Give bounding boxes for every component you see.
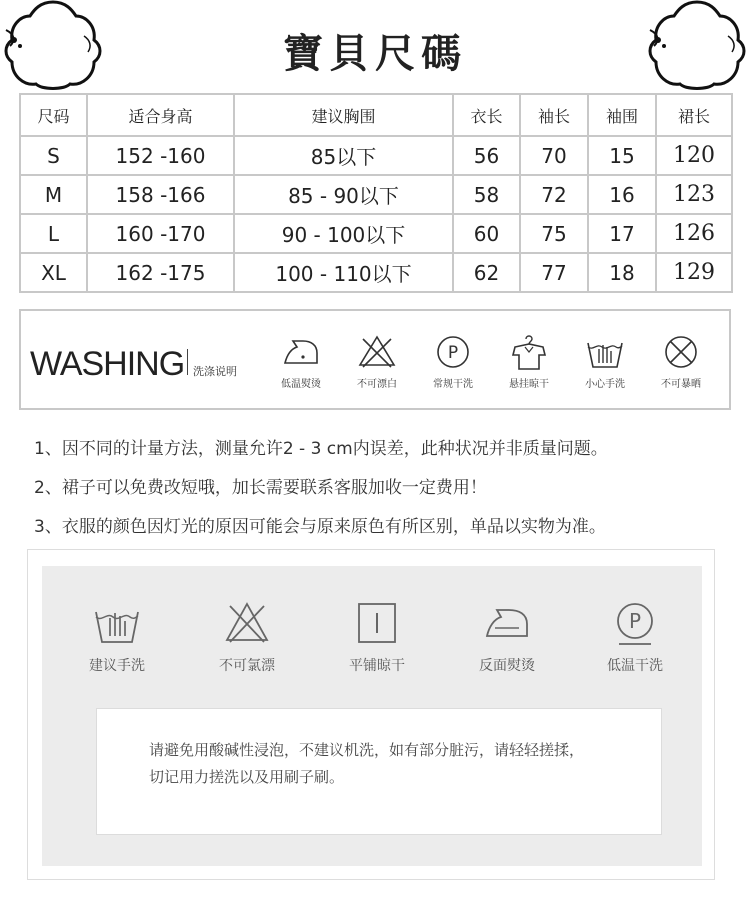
washing-title: WASHING [30,345,185,383]
wash-item-dry-clean [415,333,491,390]
table-cell: 129 [656,253,732,292]
divider [187,349,188,375]
care-item-label: 平铺晾干 [349,658,405,674]
washing-subtitle: 洗涤说明 [193,365,237,378]
svg-text:P: P [628,609,642,633]
table-cell: 56 [453,136,520,175]
header [0,0,750,92]
wash-item-label: 常规干洗 [433,379,473,390]
table-cell: 58 [453,175,520,214]
column-header-sleeve-width: 袖围 [588,94,656,136]
column-header-sleeve-length: 袖长 [520,94,588,136]
page-title: 寶貝尺碼 [283,30,467,77]
wash-item-no-bleach [339,333,415,390]
iron-low-temp-icon [281,333,321,371]
table-cell: 18 [588,253,656,292]
care-note-line: 请避免用酸碱性浸泡，不建议机洗，如有部分脏污，请轻轻搓揉， [149,741,585,759]
wash-item-hang-dry [491,333,567,390]
care-item-dry-flat [322,600,432,675]
table-cell: 70 [520,136,588,175]
care-item-low-temp-dry-clean [580,600,690,675]
size-table [19,93,733,293]
table-cell: 100 - 110以下 [234,253,453,292]
table-row [20,175,732,214]
table-cell: 75 [520,214,588,253]
notes-list [34,430,734,547]
no-bleach-icon [357,333,397,371]
care-item-label: 建议手洗 [89,658,145,674]
table-cell: S [20,136,87,175]
wash-item-hand-wash [567,333,643,390]
dry-flat-icon [353,600,401,646]
no-chlorine-bleach-icon [223,600,271,646]
column-header-skirt-length: 裙长 [656,94,732,136]
table-row [20,253,732,292]
table-cell: 60 [453,214,520,253]
wash-item-low-iron [263,333,339,390]
note-item: 3、衣服的颜色因灯光的原因可能会与原来原色有所区别，单品以实物为准。 [34,517,606,537]
wash-item-label: 不可暴晒 [661,379,701,390]
table-cell: 17 [588,214,656,253]
care-item-label: 不可氯漂 [219,658,275,674]
care-panel-inner [42,566,702,866]
table-cell: 85以下 [234,136,453,175]
washing-instructions [19,309,731,410]
hang-dry-icon [509,333,549,371]
care-item-label: 反面熨烫 [479,658,535,674]
iron-reverse-icon [483,600,531,646]
table-cell: L [20,214,87,253]
care-note-line: 切记用力搓洗以及用刷子刷。 [149,768,345,786]
svg-text:P: P [447,343,459,363]
care-note-box [96,708,662,835]
dry-clean-p-icon [433,333,473,371]
table-cell: 152 -160 [87,136,234,175]
table-row [20,214,732,253]
no-tumble-dry-icon [661,333,701,371]
column-header-bust: 建议胸围 [234,94,453,136]
wash-item-no-sun [643,333,719,390]
note-item: 2、裙子可以免费改短哦，加长需要联系客服加收一定费用！ [34,478,487,498]
table-cell: 77 [520,253,588,292]
wash-item-label: 小心手洗 [585,379,625,390]
table-cell: 90 - 100以下 [234,214,453,253]
table-cell: 15 [588,136,656,175]
hand-wash-icon [585,333,625,371]
table-cell: 16 [588,175,656,214]
table-cell: 120 [656,136,732,175]
note-item: 1、因不同的计量方法，测量允许2 - 3 cm内误差，此种状况并非质量问题。 [34,439,608,459]
table-cell: M [20,175,87,214]
table-row [20,136,732,175]
wash-item-label: 低温熨烫 [281,379,321,390]
table-cell: XL [20,253,87,292]
column-header-length: 衣长 [453,94,520,136]
table-cell: 158 -166 [87,175,234,214]
care-item-iron-reverse [452,600,562,675]
table-header-row [20,94,732,136]
table-cell: 126 [656,214,732,253]
care-item-no-chlorine [192,600,302,675]
care-item-label: 低温干洗 [607,658,663,674]
table-cell: 85 - 90以下 [234,175,453,214]
table-cell: 160 -170 [87,214,234,253]
care-panel [27,549,715,880]
table-cell: 123 [656,175,732,214]
column-header-height: 适合身高 [87,94,234,136]
care-item-hand-wash [62,600,172,675]
table-cell: 72 [520,175,588,214]
table-cell: 162 -175 [87,253,234,292]
wash-item-label: 悬挂晾干 [509,379,549,390]
column-header-size: 尺码 [20,94,87,136]
wash-item-label: 不可漂白 [357,379,397,390]
table-cell: 62 [453,253,520,292]
hand-wash-icon [93,600,141,646]
low-temp-dry-clean-icon [611,600,659,646]
